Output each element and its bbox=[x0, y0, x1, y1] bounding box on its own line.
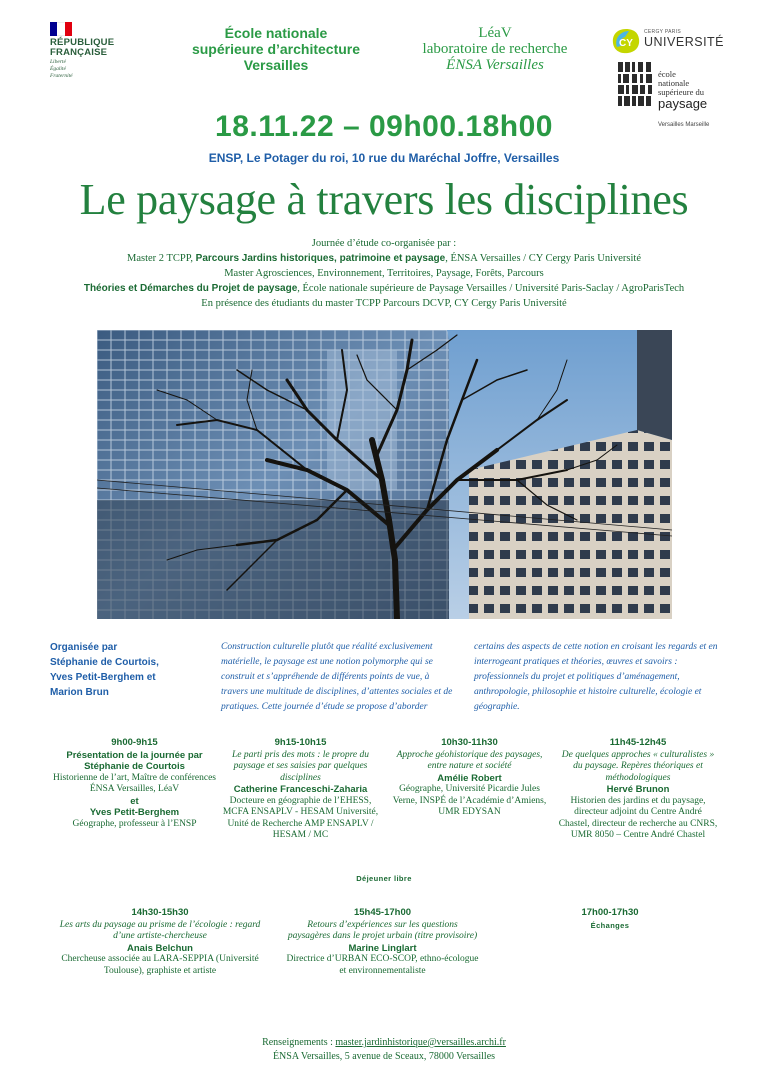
organizer-name: Stéphanie de Courtois, bbox=[50, 657, 159, 668]
slot-and: et bbox=[130, 795, 139, 807]
organizer-name: Yves Petit-Berghem et bbox=[50, 672, 156, 683]
organizers-line3: Théories et Démarches du Projet de paysage, École nationale supérieure de Paysage Versailles / Université Paris-Saclay / AgroParisTech bbox=[83, 283, 685, 294]
footer-address: ÉNSA Versailles, 5 avenue de Sceaux, 78000 Versailles bbox=[272, 1051, 496, 1062]
ensa-line3: Versailles bbox=[243, 57, 309, 73]
program-slot bbox=[285, 907, 480, 977]
slot-bio: Historienne de l’art, Maître de conférences ÉNSA Versailles, LéaV bbox=[52, 772, 216, 794]
slot-speaker: Catherine Franceschi-Zaharia bbox=[233, 784, 368, 795]
cy-small-text: CERGY PARIS bbox=[644, 29, 682, 35]
cy-mark-icon bbox=[611, 27, 641, 55]
intro-text-col1: Construction culturelle plutôt que réalité exclusivement matérielle, le paysage est une notion polymorphe qui se construit et s’appréhende de différents points de vue, à travers une multitude de disciplines, d’attentes sociales et de pratiques. Cette journée d’étude se propose d’aborder bbox=[221, 642, 453, 712]
ensp-line3: supérieure du bbox=[658, 87, 705, 97]
lunch-break: Déjeuner libre bbox=[356, 874, 412, 883]
slot-speaker: Yves Petit-Berghem bbox=[89, 807, 180, 818]
slot-topic: Les arts du paysage au prisme de l’écologie : regard d’une artiste-chercheuse bbox=[59, 919, 261, 941]
leav-line2: laboratoire de recherche bbox=[422, 41, 568, 57]
ensa-versailles-title bbox=[176, 25, 376, 73]
footer bbox=[0, 1036, 768, 1064]
slot-bio: Historien des jardins et du paysage, directeur adjoint du Centre André Chastel, directeur de recherche au CNRS, UMR 8050 – Centre André Chastel bbox=[558, 795, 718, 840]
organizers-intro: Journée d’étude co-organisée par : bbox=[311, 238, 457, 249]
organizers-line4: En présence des étudiants du master TCPP Parcours DCVP, CY Cergy Paris Université bbox=[201, 298, 567, 309]
slot-time: 10h30-11h30 bbox=[441, 737, 498, 748]
slot-speaker: Hervé Brunon bbox=[606, 784, 670, 795]
organized-by-label: Organisée par bbox=[50, 642, 118, 653]
slot-time: 14h30-15h30 bbox=[131, 907, 189, 918]
slot-speaker: Stéphanie de Courtois bbox=[84, 761, 185, 772]
slot-topic: Retours d’expériences sur les questions paysagères dans le projet urbain (titre provisoire) bbox=[287, 919, 478, 941]
program-slot bbox=[392, 737, 547, 819]
rf-line1: RÉPUBLIQUE bbox=[50, 37, 115, 48]
organizers-block bbox=[40, 236, 728, 311]
french-flag-icon bbox=[50, 22, 72, 36]
footer-label: Renseignements : bbox=[262, 1037, 336, 1048]
slot-time: 11h45-12h45 bbox=[609, 737, 667, 748]
organized-by bbox=[50, 640, 200, 700]
program-slot bbox=[55, 907, 265, 977]
leav-line3: ÉNSA Versailles bbox=[446, 57, 544, 73]
rf-motto2: Égalité bbox=[50, 66, 66, 72]
republique-francaise-logo bbox=[50, 22, 130, 79]
footer-email-link[interactable]: master.jardinhistorique@versailles.archi.fr bbox=[335, 1037, 506, 1048]
ensp-text bbox=[658, 70, 707, 110]
slot-speaker: Marine Linglart bbox=[348, 942, 417, 954]
intro-text-col2: certains des aspects de cette notion en croisant les regards et en interrogeant pratiques et théories, œuvres et savoirs : professionnels du projet et politiques d’aménagement, anthropologie, philosophie et histoire culturelle, écologie et géographie. bbox=[474, 642, 718, 712]
footer-contact bbox=[0, 1036, 768, 1050]
building-tree-photo bbox=[97, 330, 672, 619]
slot-time: 9h15-10h15 bbox=[274, 737, 327, 748]
slot-speaker: Anais Belchun bbox=[127, 942, 193, 954]
event-location: ENSP, Le Potager du roi, 10 rue du Maréchal Joffre, Versailles bbox=[208, 151, 560, 165]
ensp-grid-icon bbox=[618, 62, 656, 106]
program-slot bbox=[52, 737, 217, 830]
program-slot bbox=[558, 737, 718, 842]
slot-bio: Directrice d’URBAN ECO-SCOP, ethno-écologue et environnementaliste bbox=[286, 954, 479, 976]
ensp-line1: école bbox=[658, 69, 676, 79]
rf-motto1: Liberté bbox=[50, 59, 66, 65]
ensa-line1: École nationale bbox=[224, 25, 328, 41]
slot-topic: Approche géohistorique des paysages, entre nature et société bbox=[396, 749, 543, 771]
slot-lead: Présentation de la journée par bbox=[66, 749, 203, 761]
rf-motto3: Fraternité bbox=[50, 73, 73, 79]
slot-bio: Géographe, Université Picardie Jules Verne, INSPÉ de l’Académie d’Amiens, UMR EDYSAN bbox=[392, 784, 547, 817]
slot-speaker: Échanges bbox=[590, 920, 630, 930]
organizer-name: Marion Brun bbox=[50, 687, 109, 698]
ensp-paysage: paysage bbox=[658, 96, 708, 111]
leav-line1: LéaV bbox=[478, 25, 512, 41]
organizers-line1: Master 2 TCPP, Parcours Jardins historiques, patrimoine et paysage, ÉNSA Versailles / CY Cergy Paris Université bbox=[127, 253, 641, 264]
slot-time: 17h00-17h30 bbox=[581, 907, 639, 918]
slot-bio: Docteure en géographie de l’EHESS, MCFA ENSAPLV - HESAM Université, Unité de Recherche AMP ENSAPLV / HESAM / MC bbox=[222, 795, 379, 840]
page-title: Le paysage à travers les disciplines bbox=[79, 175, 689, 224]
organizers-line2: Master Agrosciences, Environnement, Territoires, Paysage, Forêts, Parcours bbox=[224, 268, 544, 279]
slot-topic: De quelques approches « culturalistes » du paysage. Repères théoriques et méthodologiques bbox=[561, 749, 715, 783]
program-slot bbox=[535, 907, 685, 931]
cy-mark-text: CY bbox=[619, 38, 633, 49]
cy-universite-text: UNIVERSITÉ bbox=[644, 35, 725, 49]
event-date: 18.11.22 – 09h00.18h00 bbox=[215, 110, 553, 143]
rf-line2: FRANÇAISE bbox=[50, 47, 108, 58]
slot-time: 15h45-17h00 bbox=[353, 907, 412, 918]
ensp-city: Versailles Marseille bbox=[658, 122, 710, 128]
leav-title bbox=[395, 25, 595, 73]
cy-universite-logo bbox=[611, 27, 725, 57]
slot-bio: Chercheuse associée au LARA-SEPPIA (Université Toulouse), graphiste et artiste bbox=[61, 954, 259, 976]
program-slot bbox=[218, 737, 383, 842]
ensa-line2: supérieure d’architecture bbox=[191, 41, 361, 57]
slot-bio: Géographe, professeur à l’ENSP bbox=[72, 818, 197, 829]
ensp-line2: nationale bbox=[658, 78, 690, 88]
slot-time: 9h00-9h15 bbox=[111, 737, 158, 748]
slot-topic: Le parti pris des mots : le propre du paysage et ses saisies par quelques disciplines bbox=[231, 749, 370, 783]
slot-speaker: Amélie Robert bbox=[437, 772, 502, 784]
